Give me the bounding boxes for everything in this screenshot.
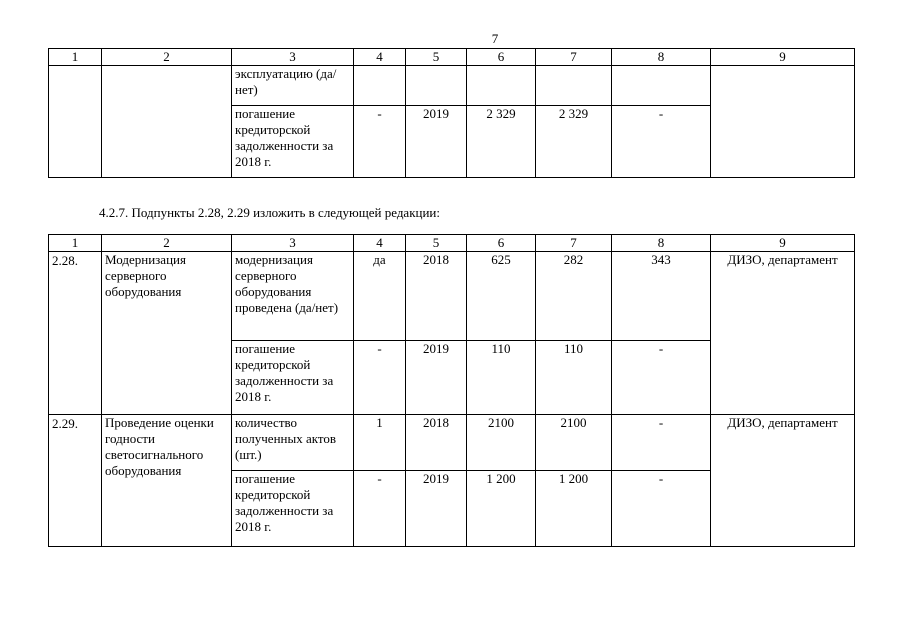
value-cell — [536, 66, 612, 106]
value-cell: 110 — [536, 341, 612, 415]
year-cell: 2018 — [406, 252, 467, 341]
value-cell: - — [612, 341, 711, 415]
table-header-row — [49, 49, 855, 66]
value-cell: 1 200 — [467, 471, 536, 547]
value-cell: 2 329 — [536, 106, 612, 178]
header-cell: 7 — [536, 49, 612, 66]
indicator-cell: погашение кредиторской задолженности за 2018 г. — [232, 106, 354, 178]
value-cell: - — [612, 471, 711, 547]
table-header-row — [49, 235, 855, 252]
responsible-cell: ДИЗО, департамент — [711, 415, 855, 547]
header-cell: 6 — [467, 235, 536, 252]
value-cell: - — [354, 341, 406, 415]
indicator-cell: эксплуатацию (да/нет) — [232, 66, 354, 106]
responsible-cell: ДИЗО, департамент — [711, 252, 855, 415]
value-cell: 110 — [467, 341, 536, 415]
responsible-cell — [711, 66, 855, 178]
value-cell: 2100 — [467, 415, 536, 471]
value-cell: 1 200 — [536, 471, 612, 547]
indicator-cell: модернизация серверного оборудования проведена (да/нет) — [232, 252, 354, 341]
header-cell: 3 — [232, 49, 354, 66]
item-number-cell — [49, 66, 102, 178]
header-cell: 6 — [467, 49, 536, 66]
indicator-cell: погашение кредиторской задолженности за 2018 г. — [232, 341, 354, 415]
header-cell: 5 — [406, 49, 467, 66]
value-cell: да — [354, 252, 406, 341]
value-cell — [354, 66, 406, 106]
item-number-cell: 2.29. — [49, 415, 102, 547]
value-cell: 1 — [354, 415, 406, 471]
value-cell: 625 — [467, 252, 536, 341]
header-cell: 8 — [612, 235, 711, 252]
header-cell: 5 — [406, 235, 467, 252]
year-cell: 2018 — [406, 415, 467, 471]
indicator-cell: погашение кредиторской задолженности за 2018 г. — [232, 471, 354, 547]
value-cell — [612, 66, 711, 106]
table-row — [49, 66, 855, 106]
table-row — [49, 252, 855, 341]
item-number-cell: 2.28. — [49, 252, 102, 415]
value-cell: 2100 — [536, 415, 612, 471]
value-cell: - — [612, 415, 711, 471]
header-cell: 2 — [102, 235, 232, 252]
header-cell: 1 — [49, 49, 102, 66]
item-name-cell: Модернизация серверного оборудования — [102, 252, 232, 415]
header-cell: 7 — [536, 235, 612, 252]
value-cell: - — [354, 106, 406, 178]
page-number: 7 — [491, 31, 499, 46]
table-row — [49, 415, 855, 471]
indicator-cell: количество полученных актов (шт.) — [232, 415, 354, 471]
table-continuation — [48, 48, 855, 178]
header-cell: 9 — [711, 235, 855, 252]
item-name-cell: Проведение оценки годности светосигнального оборудования — [102, 415, 232, 547]
header-cell: 4 — [354, 235, 406, 252]
item-name-cell — [102, 66, 232, 178]
value-cell: - — [354, 471, 406, 547]
header-cell: 9 — [711, 49, 855, 66]
header-cell: 8 — [612, 49, 711, 66]
year-cell: 2019 — [406, 471, 467, 547]
value-cell — [467, 66, 536, 106]
table-subitems — [48, 234, 855, 547]
value-cell: 2 329 — [467, 106, 536, 178]
header-cell: 4 — [354, 49, 406, 66]
value-cell: - — [612, 106, 711, 178]
year-cell: 2019 — [406, 106, 467, 178]
value-cell: 282 — [536, 252, 612, 341]
header-cell: 2 — [102, 49, 232, 66]
value-cell: 343 — [612, 252, 711, 341]
year-cell: 2019 — [406, 341, 467, 415]
paragraph: 4.2.7. Подпункты 2.28, 2.29 изложить в следующей редакции: — [99, 205, 440, 220]
header-cell: 1 — [49, 235, 102, 252]
header-cell: 3 — [232, 235, 354, 252]
year-cell — [406, 66, 467, 106]
